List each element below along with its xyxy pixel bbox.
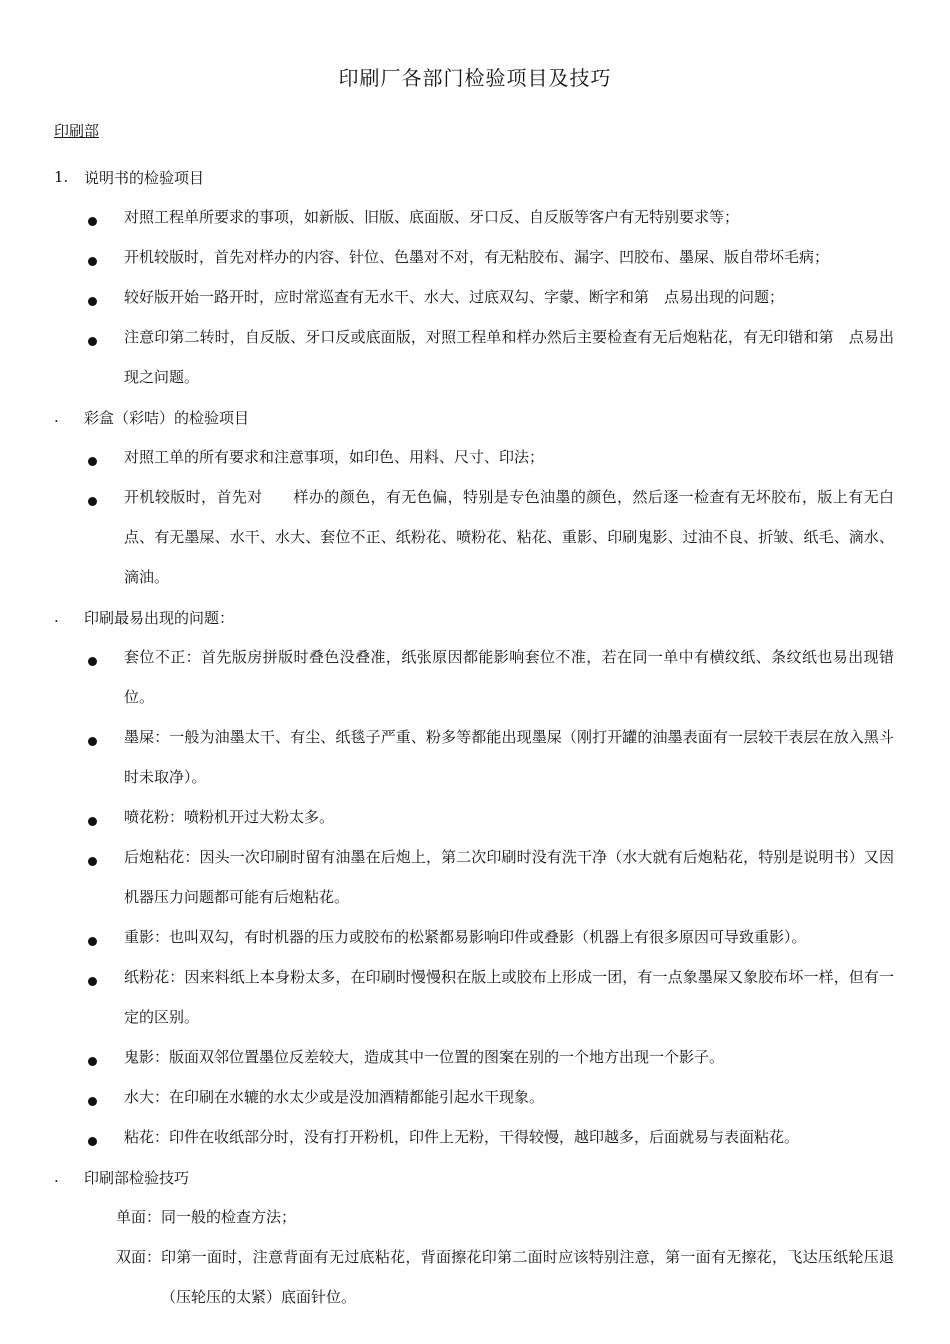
- bullet-icon: [54, 957, 124, 1037]
- list-item-text: 开机较版时，首先对样办的内容、针位、色墨对不对，有无粘胶布、漏字、凹胶布、墨屎、版自带坏毛病；: [124, 248, 830, 266]
- heading-text: 印刷最易出现的问题：: [84, 608, 235, 627]
- list-item-text: 开机较版时，首先对 样办的颜色，有无色偏，特别是专色油墨的颜色，然后逐一检查有无坏胶布，版上有无白点、有无墨屎、水干、水大、套位不正、纸粉花、喷粉花、粘花、重影、印刷鬼影、过油不良、折皱、纸毛、滴水、滴油。: [124, 488, 894, 586]
- list-item-text: 鬼影：版面双邻位置墨位反差较大，造成其中一位置的图案在别的一个地方出现一个影子。: [124, 1048, 725, 1066]
- list-item-text: 粘花：印件在收纸部分时，没有打开粉机，印件上无粉，干得较慢，越印越多，后面就易与表面粘花。: [124, 1128, 800, 1146]
- list-item-text: 套位不正：首先版房拼版时叠色没叠准，纸张原因都能影响套位不准，若在同一单中有横纹纸、条纹纸也易出现错位。: [124, 648, 894, 706]
- list-item: [54, 277, 894, 317]
- document-title: 印刷厂各部门检验项目及技巧: [338, 66, 612, 90]
- list-item-text: 喷花粉：喷粉机开过大粉太多。: [124, 808, 335, 826]
- heading-text: 印刷部检验技巧: [84, 1168, 190, 1187]
- list-item-text: 纸粉花：因来料纸上本身粉太多，在印刷时慢慢积在版上或胶布上形成一团，有一点象墨屎又象胶布坏一样，但有一定的区别。: [124, 968, 894, 1026]
- list-item-text: 注意印第二转时，自反版、牙口反或底面版，对照工程单和样办然后主要检查有无后炮粘花，有无印错和第 点易出现之问题。: [124, 328, 894, 386]
- document-body: [54, 157, 894, 1317]
- list-item: [54, 237, 894, 277]
- list-item: [54, 837, 894, 917]
- bullet-icon: [54, 797, 124, 837]
- heading-inspection-tips: [54, 1157, 894, 1197]
- list-item-text: 较好版开始一路开时，应时常巡查有无水干、水大、过底双勾、字蒙、断字和第 点易出现的问题；: [124, 288, 785, 306]
- bullet-icon: [54, 237, 124, 277]
- heading-number: .: [54, 408, 59, 426]
- bullet-icon: [54, 277, 124, 317]
- heading-color-box-inspection: [54, 397, 894, 437]
- heading-text: 彩盒（彩咭）的检验项目: [84, 408, 250, 427]
- list-item: [54, 637, 894, 717]
- list-item: [54, 197, 894, 237]
- tip-label: 双面：: [116, 1248, 162, 1266]
- list-item: [54, 717, 894, 797]
- bullet-icon: [54, 437, 124, 477]
- bullet-icon: [54, 837, 124, 917]
- bullet-icon: [54, 477, 124, 597]
- heading-manual-inspection: [54, 157, 894, 197]
- bullet-icon: [54, 917, 124, 957]
- tip-text: 同一般的检查方法；: [161, 1208, 297, 1226]
- list-item-text: 墨屎：一般为油墨太干、有尘、纸毯子严重、粉多等都能出现墨屎（刚打开罐的油墨表面有一层较干表层在放入黑斗时未取净）。: [124, 728, 894, 786]
- bullet-icon: [54, 637, 124, 717]
- bullet-icon: [54, 317, 124, 397]
- list-item: [54, 477, 894, 597]
- tip-text: 印第一面时，注意背面有无过底粘花，背面擦花印第二面时应该特别注意，第一面有无擦花，飞达压纸轮压退（压轮压的太紧）底面针位。: [161, 1248, 894, 1306]
- section-title: 印刷部: [54, 122, 100, 140]
- bullet-icon: [54, 197, 124, 237]
- bullet-icon: [54, 1077, 124, 1117]
- heading-number: 1.: [54, 168, 69, 186]
- list-item-text: 后炮粘花：因头一次印刷时留有油墨在后炮上，第二次印刷时没有洗干净（水大就有后炮粘花，特别是说明书）又因机器压力问题都可能有后炮粘花。: [124, 848, 894, 906]
- list-item: [54, 317, 894, 397]
- heading-common-problems: [54, 597, 894, 637]
- bullet-icon: [54, 1037, 124, 1077]
- list-item: [54, 957, 894, 1037]
- list-item-text: 水大：在印刷在水辘的水太少或是没加酒精都能引起水干现象。: [124, 1088, 545, 1106]
- list-item: [54, 437, 894, 477]
- tip-label: 单面：: [116, 1208, 162, 1226]
- list-item-text: 对照工单的所有要求和注意事项，如印色、用料、尺寸、印法；: [124, 448, 545, 466]
- list-item-text: 重影：也叫双勾，有时机器的压力或胶布的松紧都易影响印件或叠影（机器上有很多原因可导致重影）。: [124, 928, 807, 946]
- list-item: [54, 1037, 894, 1077]
- list-item: [54, 797, 894, 837]
- list-item: [54, 917, 894, 957]
- list-item-text: 对照工程单所要求的事项，如新版、旧版、底面版、牙口反、自反版等客户有无特别要求等；: [124, 208, 740, 226]
- heading-text: 说明书的检验项目: [84, 168, 205, 187]
- bullet-icon: [54, 1117, 124, 1157]
- tip-item: [54, 1197, 894, 1237]
- tip-item: [54, 1237, 894, 1317]
- list-item: [54, 1077, 894, 1117]
- bullet-icon: [54, 717, 124, 797]
- heading-number: .: [54, 608, 59, 626]
- heading-number: .: [54, 1168, 59, 1186]
- list-item: [54, 1117, 894, 1157]
